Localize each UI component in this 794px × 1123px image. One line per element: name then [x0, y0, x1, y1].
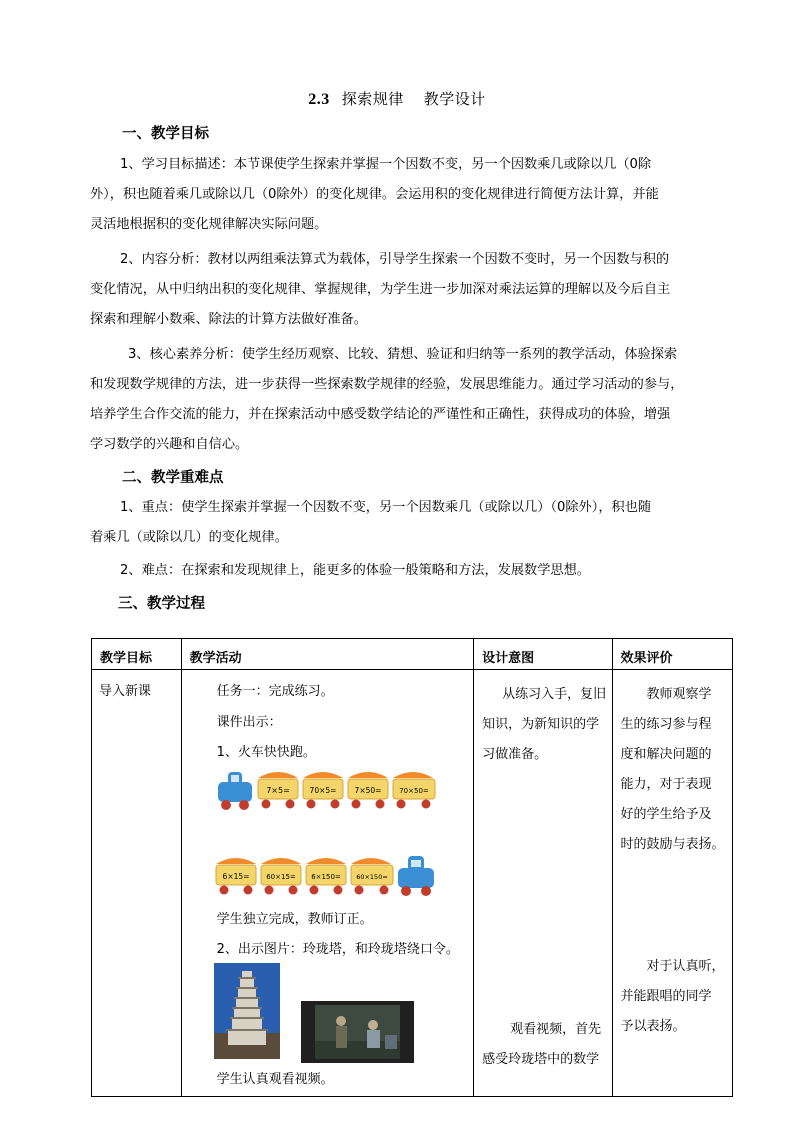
text-line: 教师观察学: [646, 687, 712, 702]
text-line: 培养学生合作交流的能力，并在探索活动中感受数学结论的严谨性和正确性，获得成功的体验，增强: [90, 407, 671, 422]
train-car: [306, 858, 346, 895]
text-line: 对于认真听，: [646, 959, 725, 974]
header-eval: 效果评价: [620, 651, 673, 666]
header-cell: [474, 639, 612, 670]
train-label: 70×50=: [398, 787, 429, 795]
text-line: 从练习入手，复旧: [502, 687, 607, 702]
text-line: 灵活地根据积的变化规律解决实际问题。: [90, 217, 328, 232]
after-video-text: 学生认真观看视频。: [216, 1072, 334, 1087]
engine-icon: [218, 772, 252, 810]
train-car: [216, 858, 256, 895]
title-number: 2.3: [308, 91, 330, 108]
section-heading-objectives: 一、教学目标: [122, 126, 209, 142]
train-car: [348, 772, 388, 809]
train-car: [303, 772, 343, 809]
train-car: [261, 858, 301, 895]
text-line: 好的学生给予及: [620, 807, 712, 822]
text-line: 能力，对于表现: [620, 777, 712, 792]
item2-text: 2、出示图片：玲珑塔，和玲珑塔绕口令。: [216, 942, 459, 957]
text-line: 变化情况，从中归纳出积的变化规律、掌握规律，为学生进一步加深对乘法运算的理解以及今后自主: [90, 282, 671, 297]
train-label: 70×5=: [309, 786, 337, 795]
header-cell: [92, 639, 182, 670]
text-line: 时的鼓励与表扬。: [620, 837, 725, 852]
paragraph-content-analysis: [90, 245, 702, 335]
goal-text: 导入新课: [99, 684, 152, 699]
train-car: [258, 772, 298, 809]
title-suffix: 教学设计: [423, 90, 486, 108]
text-line: 习做准备。: [482, 747, 548, 762]
train-label: 60×15=: [265, 873, 296, 881]
courseware-text: 课件出示：: [216, 715, 282, 730]
text-line: 2、难点：在探索和发现规律上，能更多的体验一般策略和方法，发展数学思想。: [120, 563, 590, 578]
text-line: 探索和理解小数乘、除法的计算方法做好准备。: [90, 312, 367, 327]
intent-text-b: [482, 1015, 608, 1075]
document-title: [0, 88, 794, 109]
train-label: 7×5=: [265, 786, 290, 795]
train-label: 60×150=: [355, 873, 388, 881]
section-heading-process: 三、教学过程: [118, 596, 205, 612]
train-car: [351, 858, 393, 895]
text-line: 感受玲珑塔中的数学: [482, 1052, 600, 1067]
train-label: 6×150=: [310, 873, 341, 881]
text-line: 1、学习目标描述：本节课使学生探索并掌握一个因数不变，另一个因数乘几或除以几（0除: [120, 157, 652, 172]
lesson-process-table: [91, 638, 733, 1097]
header-cell: [612, 639, 732, 670]
eval-text-a: [621, 680, 733, 860]
paragraph-difficulty: [90, 556, 702, 586]
text-line: 观看视频，首先: [510, 1022, 602, 1037]
train-label: 7×50=: [354, 786, 382, 795]
table-row: [92, 670, 733, 1097]
paragraph-core-literacy: [90, 340, 702, 460]
cell-eval: [612, 670, 732, 1097]
text-line: 2、内容分析：教材以两组乘法算式为载体，引导学生探索一个因数不变时，另一个因数与积的: [120, 252, 670, 267]
header-cell: [181, 639, 474, 670]
text-line: 外），积也随着乘几或除以几（0除外）的变化规律。会运用积的变化规律进行简便方法计算，并能: [90, 187, 659, 202]
engine-icon: [398, 856, 434, 896]
text-line: 1、重点：使学生探索并掌握一个因数不变，另一个因数乘几（或除以几）（0除外），积也随: [120, 500, 652, 515]
cell-intent: [474, 670, 612, 1097]
section-heading-key-points: 二、教学重难点: [122, 470, 224, 486]
train-label: 6×15=: [222, 872, 250, 881]
cell-activity: [181, 670, 474, 1097]
video-thumbnail[interactable]: [301, 1001, 414, 1063]
train-car: [393, 772, 435, 809]
after-train-text: 学生独立完成，教师订正。: [216, 912, 373, 927]
text-line: 3、核心素养分析：使学生经历观察、比较、猜想、验证和归纳等一系列的教学活动，体验探索: [128, 347, 678, 362]
text-line: 度和解决问题的: [620, 747, 712, 762]
text-line: 生的练习参与程: [620, 717, 712, 732]
title-topic: 探索规律: [341, 90, 404, 108]
intent-text-a: [482, 680, 608, 770]
text-line: 予以表扬。: [620, 1019, 686, 1034]
paragraph-key-point: [90, 493, 702, 553]
cell-goal: [92, 670, 182, 1097]
text-line: 学习数学的兴趣和自信心。: [90, 437, 249, 452]
text-line: 并能跟唱的同学: [620, 989, 712, 1004]
train-illustration-1: [214, 766, 439, 812]
text-line: 知识，为新知识的学: [482, 717, 600, 732]
item1-text: 1、火车快快跑。: [216, 745, 316, 760]
header-activity: 教学活动: [189, 651, 242, 666]
text-line: 和发现数学规律的方法，进一步获得一些探索数学规律的经验，发展思维能力。通过学习活动的参与，: [90, 377, 684, 392]
header-intent: 设计意图: [482, 651, 535, 666]
paragraph-learning-goal: [90, 150, 702, 240]
train-illustration-2: [214, 852, 439, 898]
text-line: 着乘几（或除以几）的变化规律。: [90, 530, 288, 545]
task-text: 任务一：完成练习。: [216, 684, 334, 699]
table-header-row: [92, 639, 733, 670]
eval-text-b: [621, 952, 733, 1042]
header-goal: 教学目标: [100, 651, 153, 666]
pagoda-photo: [214, 963, 280, 1059]
